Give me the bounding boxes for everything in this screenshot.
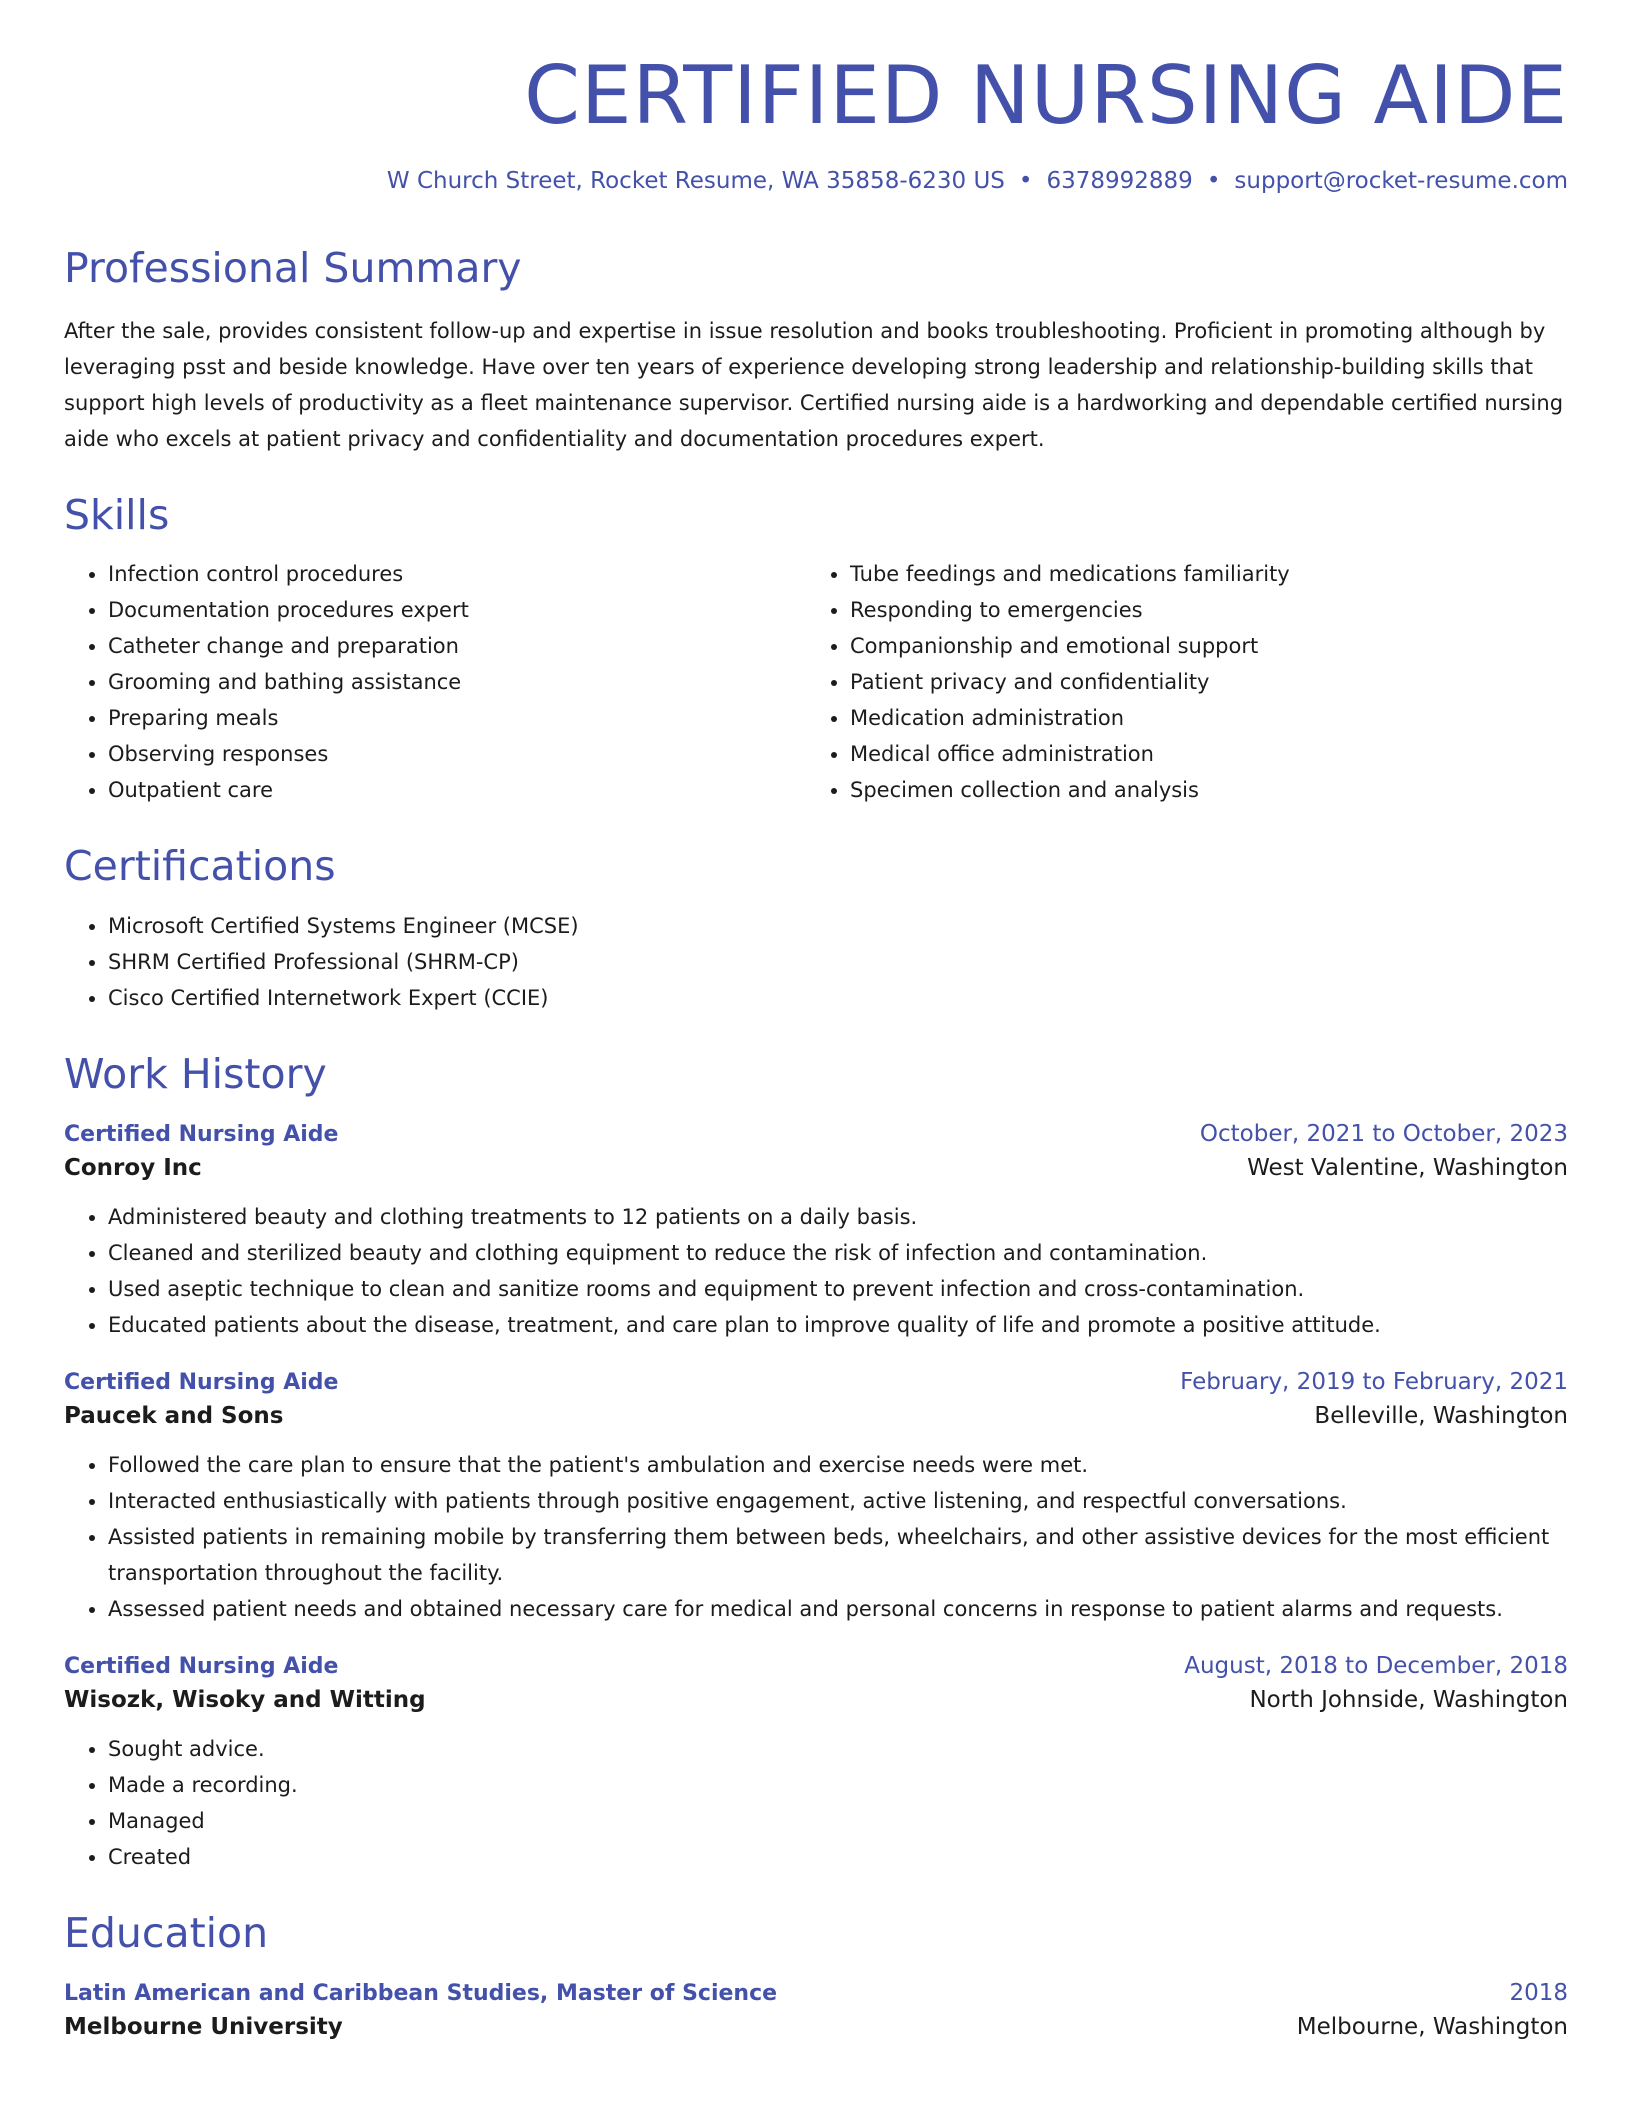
certification-item: • SHRM Certified Professional (SHRM-CP) bbox=[108, 944, 1568, 980]
skill-item: • Documentation procedures expert bbox=[108, 592, 806, 628]
job-bullet: • Made a recording. bbox=[108, 1767, 1568, 1803]
job-dates: October, 2021 to October, 2023 bbox=[1199, 1120, 1568, 1147]
job-entry bbox=[64, 1121, 1568, 1343]
job-bullet: • Followed the care plan to ensure that the patient's ambulation and exercise needs were met. bbox=[108, 1447, 1568, 1483]
education-year: 2018 bbox=[1509, 1979, 1568, 2006]
skill-item: • Medical office administration bbox=[850, 736, 1568, 772]
skills-section bbox=[64, 491, 1568, 808]
education-school: Melbourne University bbox=[64, 2013, 343, 2040]
education-entry bbox=[64, 1980, 1568, 2040]
certifications-section bbox=[64, 842, 1568, 1015]
job-bullet: • Assisted patients in remaining mobile by transferring them between beds, wheelchairs, and other assistive devices for the most efficient transportation throughout the facility. bbox=[108, 1519, 1568, 1591]
contact-line bbox=[64, 168, 1568, 194]
skills-column-right bbox=[806, 556, 1568, 808]
job-bullet: • Used aseptic technique to clean and sanitize rooms and equipment to prevent infection and cross-contamination. bbox=[108, 1271, 1568, 1307]
skill-item: • Grooming and bathing assistance bbox=[108, 664, 806, 700]
job-bullet: • Assessed patient needs and obtained necessary care for medical and personal concerns in response to patient alarms and requests. bbox=[108, 1591, 1568, 1627]
skill-item: • Tube feedings and medications familiarity bbox=[850, 556, 1568, 592]
resume-header bbox=[64, 49, 1568, 194]
education-location: Melbourne, Washington bbox=[1296, 2013, 1568, 2040]
job-location: North Johnside, Washington bbox=[1249, 1686, 1568, 1713]
contact-email[interactable]: support@rocket-resume.com bbox=[1234, 168, 1568, 194]
skill-item: • Medication administration bbox=[850, 700, 1568, 736]
skills-grid bbox=[64, 556, 1568, 808]
contact-address: W Church Street, Rocket Resume, WA 35858-6230 US bbox=[386, 168, 1005, 194]
job-company: Wisozk, Wisoky and Witting bbox=[64, 1686, 426, 1713]
job-bullet: • Managed bbox=[108, 1803, 1568, 1839]
section-title-education: Education bbox=[64, 1908, 269, 1957]
job-title: Certified Nursing Aide bbox=[64, 1369, 339, 1395]
job-bullet: • Educated patients about the disease, treatment, and care plan to improve quality of life and promote a positive attitude. bbox=[108, 1307, 1568, 1343]
job-bullet: • Sought advice. bbox=[108, 1731, 1568, 1767]
job-bullet: • Administered beauty and clothing treatments to 12 patients on a daily basis. bbox=[108, 1199, 1568, 1235]
job-bullet: • Cleaned and sterilized beauty and clothing equipment to reduce the risk of infection and contamination. bbox=[108, 1235, 1568, 1271]
skill-item: • Observing responses bbox=[108, 736, 806, 772]
skill-item: • Specimen collection and analysis bbox=[850, 772, 1568, 808]
certification-item: • Cisco Certified Internetwork Expert (CCIE) bbox=[108, 980, 1568, 1016]
job-location: West Valentine, Washington bbox=[1247, 1154, 1568, 1181]
job-title: Certified Nursing Aide bbox=[64, 1653, 339, 1679]
skill-item: • Companionship and emotional support bbox=[850, 628, 1568, 664]
education-section bbox=[64, 1909, 1568, 2040]
section-title-work-history: Work History bbox=[64, 1049, 327, 1098]
job-title: Certified Nursing Aide bbox=[64, 1121, 339, 1147]
skill-item: • Preparing meals bbox=[108, 700, 806, 736]
contact-phone: 6378992889 bbox=[1046, 168, 1193, 194]
job-dates: August, 2018 to December, 2018 bbox=[1184, 1652, 1568, 1679]
skill-item: • Patient privacy and confidentiality bbox=[850, 664, 1568, 700]
job-company: Conroy Inc bbox=[64, 1154, 202, 1181]
skill-item: • Outpatient care bbox=[108, 772, 806, 808]
section-title-summary: Professional Summary bbox=[64, 244, 522, 292]
contact-separator: • bbox=[1206, 168, 1221, 194]
work-history-section bbox=[64, 1050, 1568, 1875]
section-title-certifications: Certifications bbox=[64, 842, 336, 891]
skill-item: • Responding to emergencies bbox=[850, 592, 1568, 628]
skills-column-left bbox=[64, 556, 806, 808]
job-bullet: • Created bbox=[108, 1839, 1568, 1875]
resume-name: CERTIFIED NURSING AIDE bbox=[524, 49, 1568, 142]
job-bullet: • Interacted enthusiastically with patients through positive engagement, active listening, and respectful conversations. bbox=[108, 1483, 1568, 1519]
skill-item: • Infection control procedures bbox=[108, 556, 806, 592]
certification-item: • Microsoft Certified Systems Engineer (MCSE) bbox=[108, 908, 1568, 944]
job-company: Paucek and Sons bbox=[64, 1402, 284, 1429]
job-dates: February, 2019 to February, 2021 bbox=[1180, 1368, 1568, 1395]
education-degree: Latin American and Caribbean Studies, Master of Science bbox=[64, 1980, 778, 2006]
job-location: Belleville, Washington bbox=[1314, 1402, 1568, 1429]
skill-item: • Catheter change and preparation bbox=[108, 628, 806, 664]
summary-text: After the sale, provides consistent follow-up and expertise in issue resolution and books troubleshooting. Proficient in promoting although by leveraging psst and beside knowledge. Have over ten years of experience developing strong leadership and relationship-building skills that support high levels of productivity as a fleet maintenance supervisor. Certified nursing aide is a hardworking and dependable certified nursing aide who excels at patient privacy and confidentiality and documentation procedures expert. bbox=[64, 319, 1564, 452]
summary-section bbox=[64, 244, 1568, 457]
section-title-skills: Skills bbox=[64, 491, 170, 540]
job-entry bbox=[64, 1369, 1568, 1627]
job-entry bbox=[64, 1653, 1568, 1875]
contact-separator: • bbox=[1018, 168, 1033, 194]
